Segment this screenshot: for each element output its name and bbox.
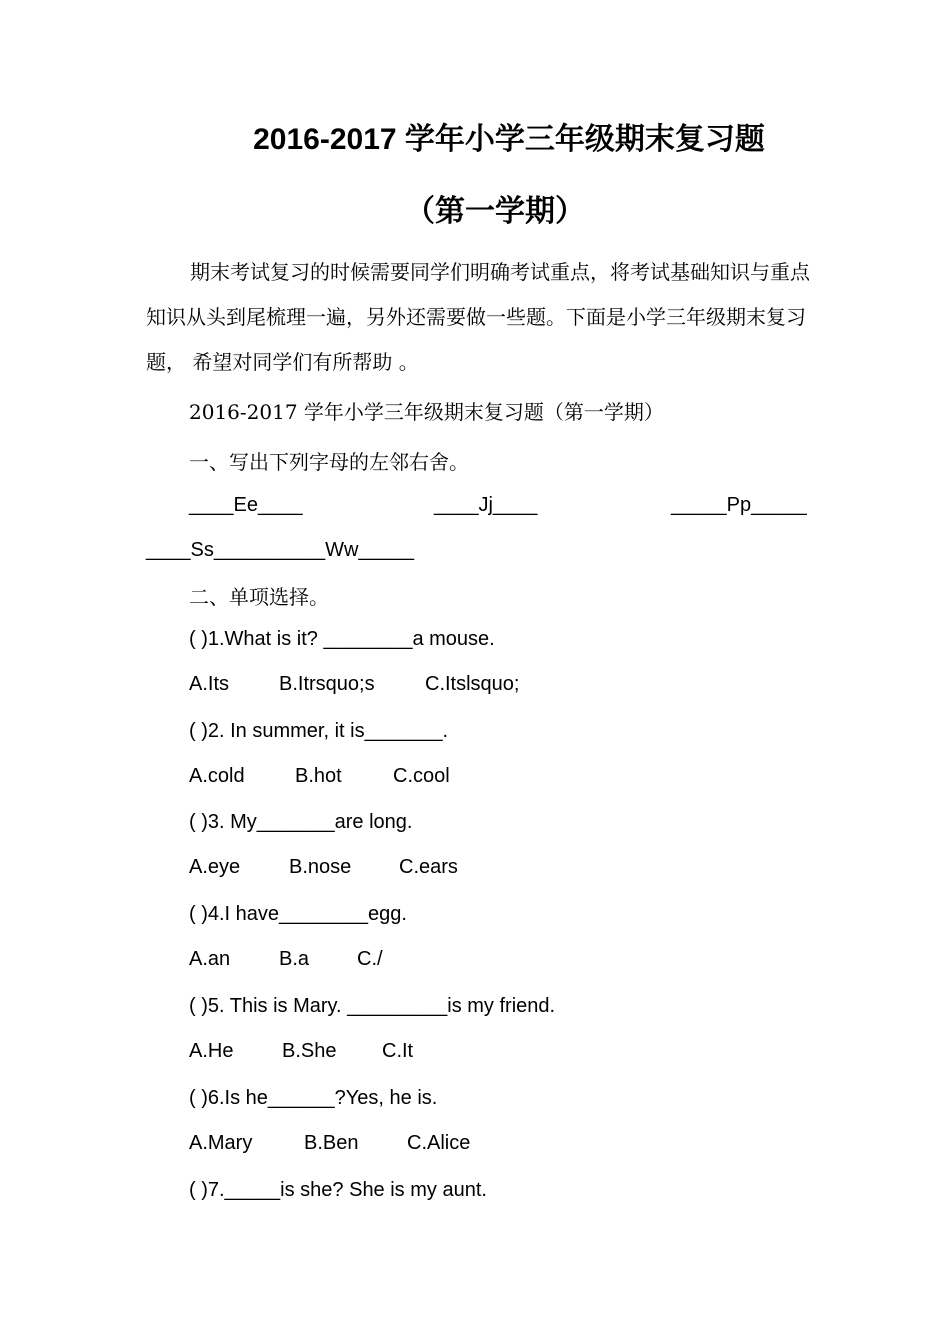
letters-row1-b: ____Jj____ — [434, 494, 538, 516]
question-5: ( )5. This is Mary. _________is my friend. — [189, 995, 556, 1017]
q5-option-a: A.He — [189, 1040, 234, 1062]
q3-option-a: A.eye — [189, 856, 241, 878]
section2-heading: 二、单项选择。 — [189, 585, 329, 609]
letters-row1-a: ____Ee____ — [189, 494, 303, 516]
question-1: ( )1.What is it? ________a mouse. — [189, 628, 495, 650]
question-3: ( )3. My_______are long. — [189, 811, 413, 833]
q6-option-b: B.Ben — [304, 1132, 359, 1154]
letters-row2: ____Ss__________Ww_____ — [146, 539, 414, 561]
q5-option-c: C.It — [382, 1040, 414, 1062]
question-2: ( )2. In summer, it is_______. — [189, 720, 449, 742]
letters-row1-c: _____Pp_____ — [671, 494, 807, 516]
q4-option-b: B.a — [279, 948, 310, 970]
q3-option-c: C.ears — [399, 856, 458, 878]
section1-heading: 一、写出下列字母的左邻右舍。 — [189, 450, 469, 474]
q3-option-b: B.nose — [289, 856, 352, 878]
q4-option-a: A.an — [189, 948, 231, 970]
intro-paragraph: 期末考试复习的时候需要同学们明确考试重点，将考试基础知识与重点知识从头到尾梳理一遍，另外还需要做一些题。下面是小学三年级期末复习题， 希望对同学们有所帮助 。 — [146, 260, 810, 374]
document-subtitle: （第一学期） — [405, 195, 585, 228]
question-7: ( )7._____is she? She is my aunt. — [189, 1179, 487, 1201]
question-4: ( )4.I have________egg. — [189, 903, 407, 925]
q4-option-c: C./ — [357, 948, 383, 970]
question-6: ( )6.Is he______?Yes, he is. — [189, 1087, 438, 1109]
repeat-title: 2016-2017 学年小学三年级期末复习题（第一学期） — [189, 400, 664, 424]
q6-option-c: C.Alice — [407, 1132, 471, 1154]
q2-option-c: C.cool — [393, 765, 450, 787]
document-title: 2016-2017 学年小学三年级期末复习题 — [253, 123, 765, 156]
q2-option-b: B.hot — [295, 765, 342, 787]
q5-option-b: B.She — [282, 1040, 337, 1062]
q2-option-a: A.cold — [189, 765, 245, 787]
q6-option-a: A.Mary — [189, 1132, 253, 1154]
q1-option-c: C.Itslsquo; — [425, 673, 520, 695]
q1-option-a: A.Its — [189, 673, 230, 695]
q1-option-b: B.Itrsquo;s — [279, 673, 375, 695]
